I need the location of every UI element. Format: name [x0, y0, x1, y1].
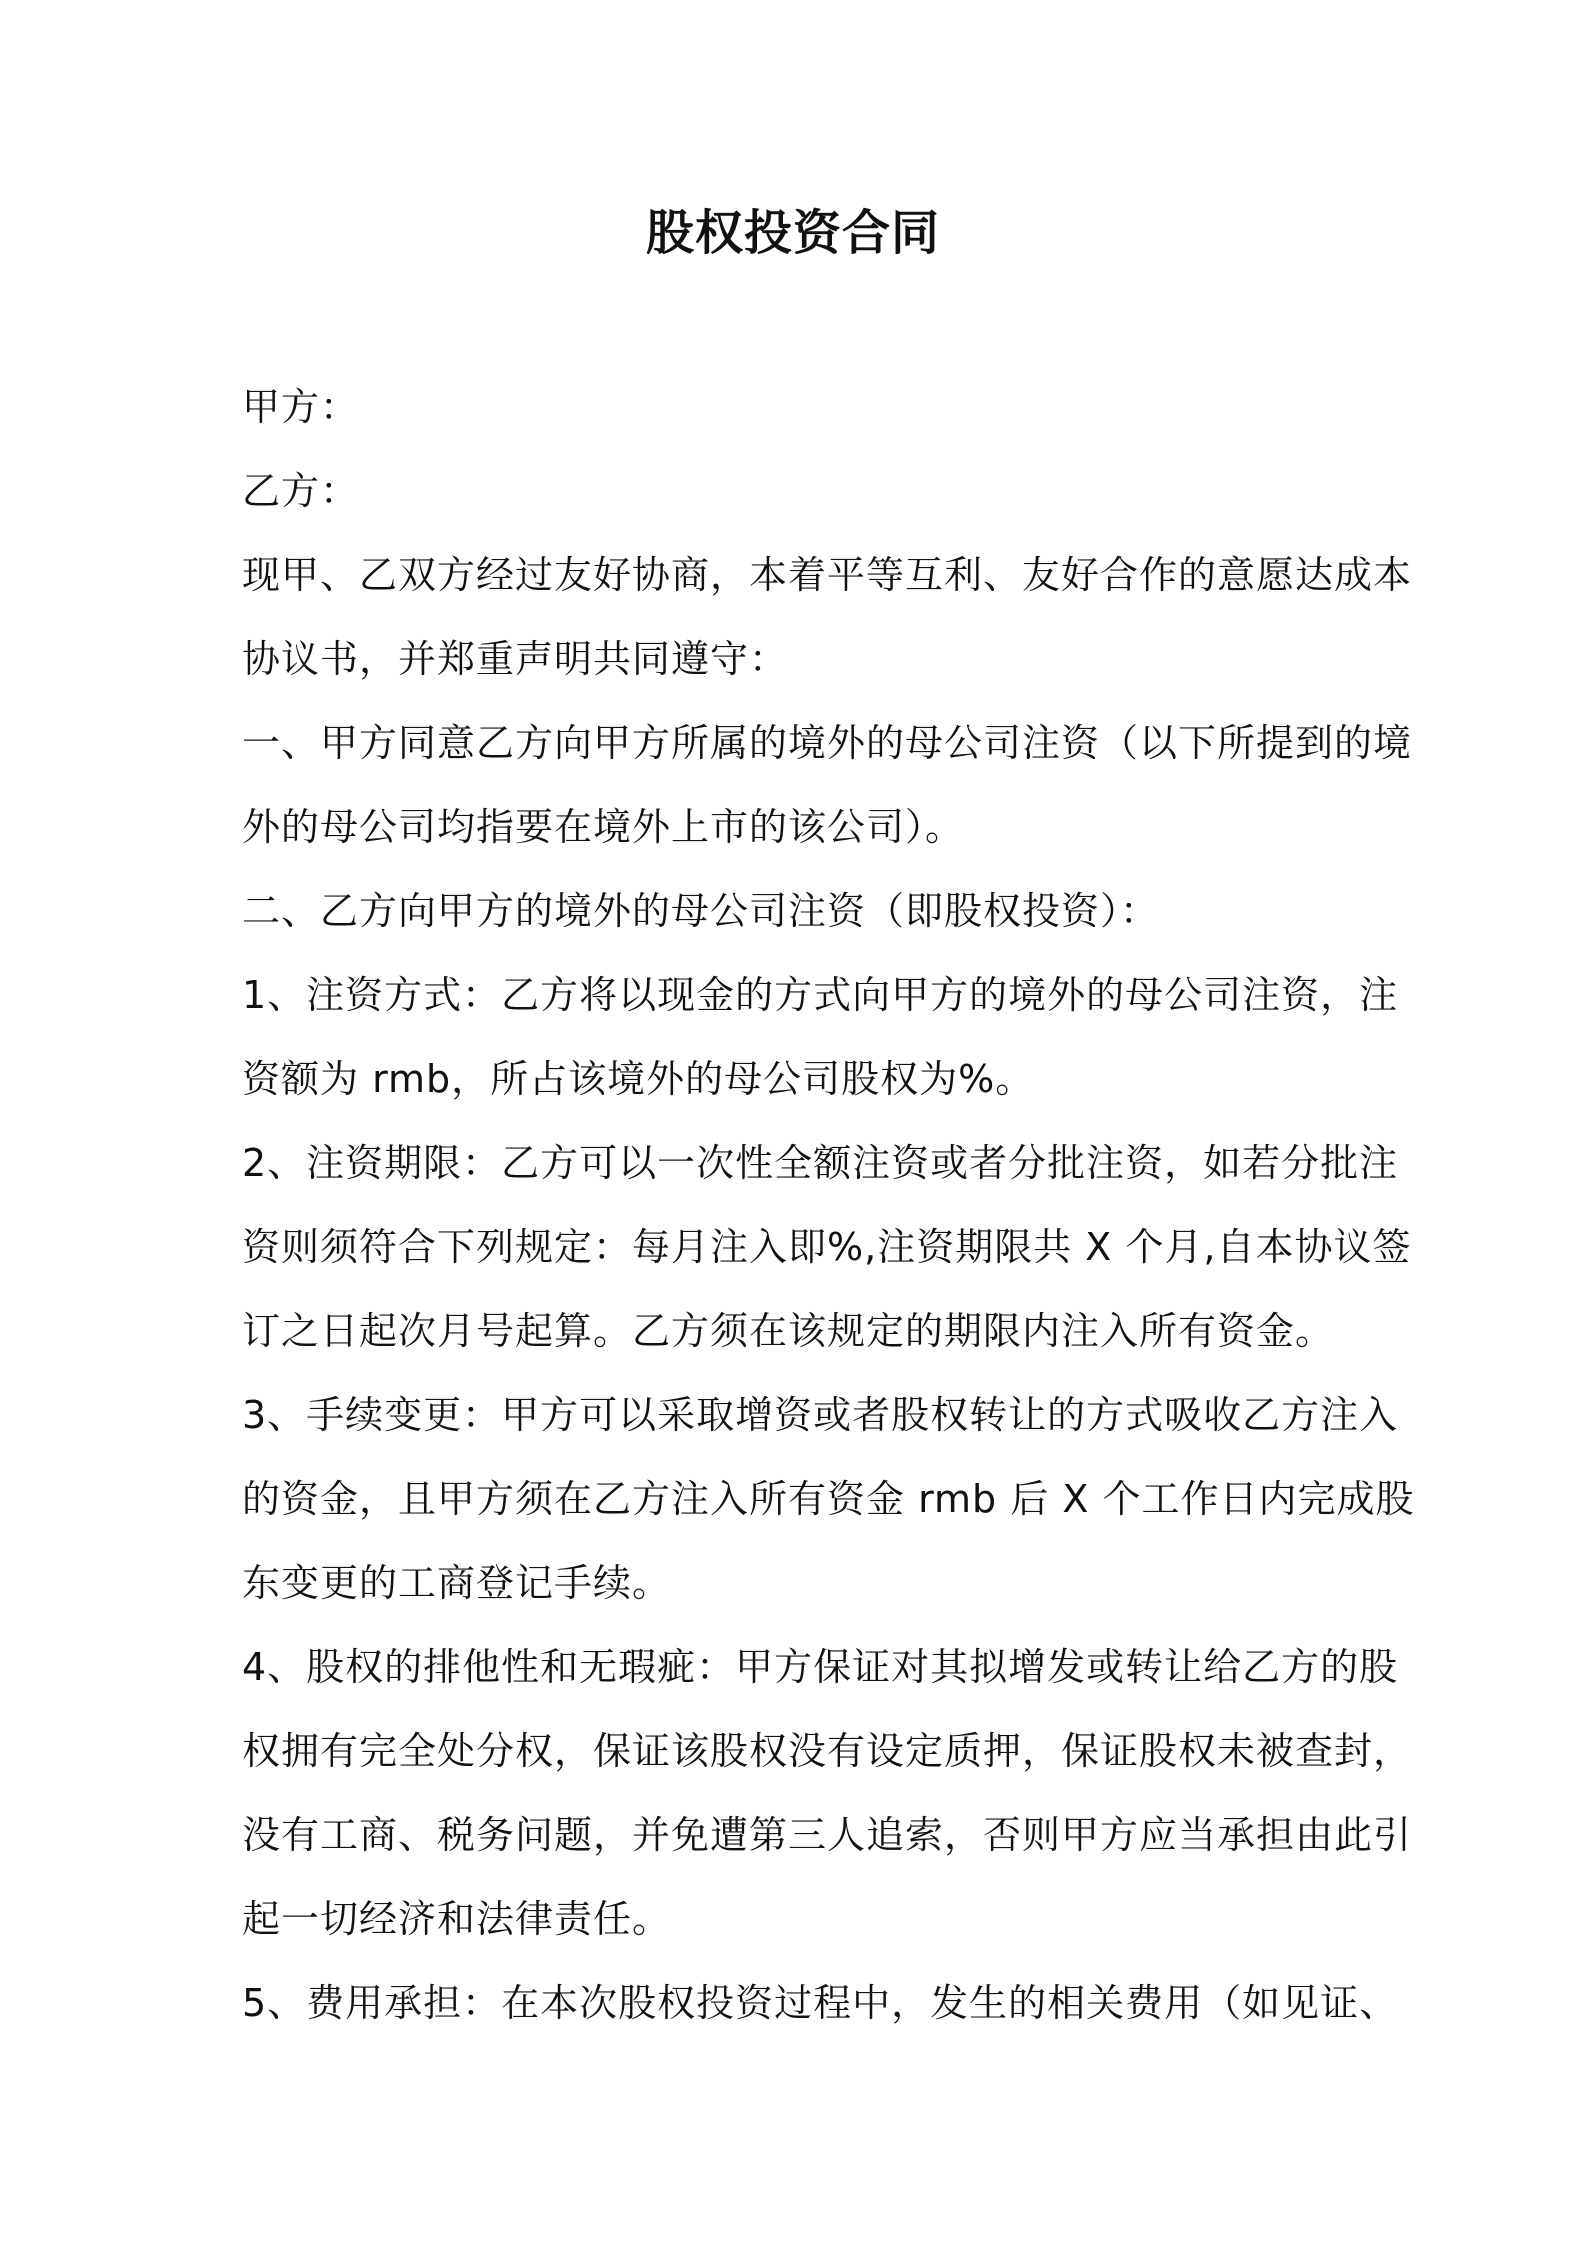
text-line: 东变更的工商登记手续。 [242, 1561, 672, 1605]
text-line: 外的母公司均指要在境外上市的该公司）。 [242, 805, 965, 849]
document-body [242, 365, 1415, 2045]
text-line: 4、股权的排他性和无瑕疵：甲方保证对其拟增发或转让给乙方的股 [242, 1645, 1399, 1689]
paragraph-item-5 [242, 1961, 1399, 2045]
text-line: 1、注资方式：乙方将以现金的方式向甲方的境外的母公司注资，注 [242, 973, 1399, 1017]
text-line: 二、乙方向甲方的境外的母公司注资（即股权投资）： [242, 889, 1160, 933]
text-line: 乙方： [242, 469, 360, 513]
paragraph-clause-1 [242, 701, 1413, 869]
text-line: 一、甲方同意乙方向甲方所属的境外的母公司注资（以下所提到的境 [242, 721, 1413, 765]
text-line: 订之日起次月号起算。乙方须在该规定的期限内注入所有资金。 [242, 1309, 1335, 1353]
text-line: 权拥有完全处分权，保证该股权没有设定质押，保证股权未被查封， [242, 1729, 1413, 1773]
paragraph-preamble [242, 533, 1413, 701]
text-line: 起一切经济和法律责任。 [242, 1897, 672, 1941]
paragraph-item-2 [242, 1121, 1412, 1373]
text-line: 没有工商、税务问题，并免遭第三人追索，否则甲方应当承担由此引 [242, 1813, 1413, 1857]
paragraph-item-3 [242, 1373, 1415, 1625]
paragraph-item-1 [242, 953, 1399, 1121]
text-line: 现甲、乙双方经过友好协商，本着平等互利、友好合作的意愿达成本 [242, 553, 1413, 597]
text-line: 的资金，且甲方须在乙方注入所有资金 rmb 后 X 个工作日内完成股 [242, 1477, 1415, 1521]
text-line: 3、手续变更：甲方可以采取增资或者股权转让的方式吸收乙方注入 [242, 1393, 1399, 1437]
text-line: 甲方： [242, 385, 360, 429]
text-line: 资额为 rmb，所占该境外的母公司股权为%。 [242, 1057, 1035, 1101]
document-title: 股权投资合同 [645, 205, 940, 261]
paragraph-party-b [242, 449, 1362, 533]
paragraph-clause-2 [242, 869, 1362, 953]
text-line: 5、费用承担：在本次股权投资过程中，发生的相关费用（如见证、 [242, 1981, 1399, 2025]
text-line: 协议书，并郑重声明共同遵守： [242, 637, 789, 681]
text-line: 2、注资期限：乙方可以一次性全额注资或者分批注资，如若分批注 [242, 1141, 1399, 1185]
paragraph-party-a [242, 365, 1362, 449]
paragraph-item-4 [242, 1625, 1413, 1961]
text-line: 资则须符合下列规定：每月注入即%,注资期限共 X 个月,自本协议签 [242, 1225, 1412, 1269]
